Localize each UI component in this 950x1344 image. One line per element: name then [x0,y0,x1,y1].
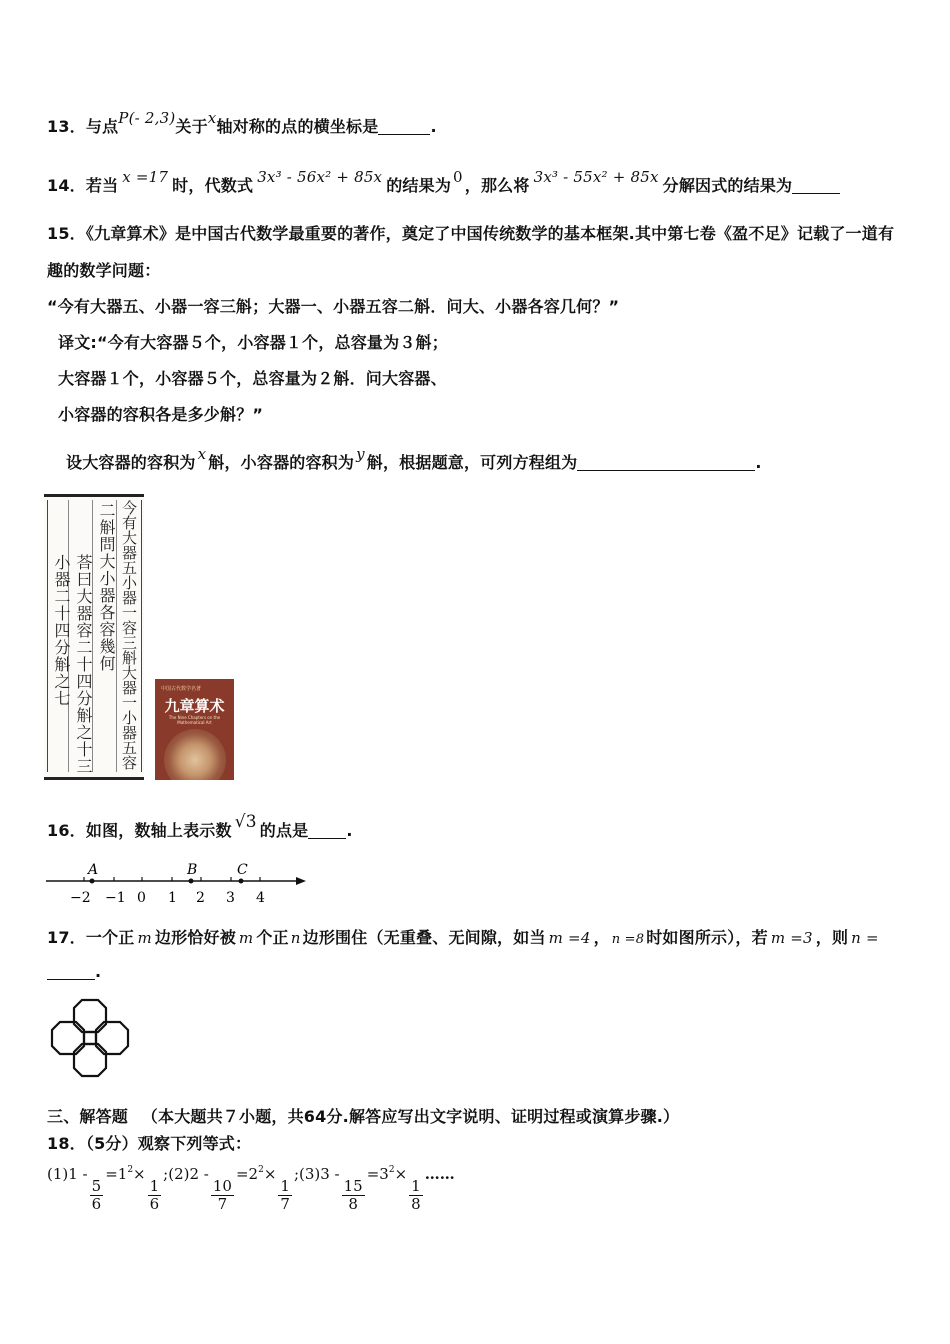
question-15-line-6: 小容器的容积各是多少斛？” [58,405,264,424]
question-15-line-4: 译文:“今有大容器５个，小容器１个，总容量为３斛； [58,333,448,352]
question-14 [47,168,840,196]
fraction [148,1178,162,1212]
book-series: 中国古代数学名著 [161,686,202,692]
question-number: 14． [47,176,86,195]
denominator: 7 [217,1194,228,1213]
question-text: 17．一个正 [47,928,135,947]
equation-part: =1 [105,1165,128,1183]
punctuation: . [430,117,437,136]
exponent: 2 [388,1165,395,1175]
numerator: 15 [343,1177,363,1195]
book-cover-image [155,679,234,780]
arrow-icon [296,877,306,885]
answer-blank [47,979,95,980]
question-15-line-3: “今有大器五、小器一容三斛；大器一、小器五容二斛．问大、小器各容几何？” [47,297,620,316]
question-18-equations [47,1165,455,1212]
punctuation: . [755,453,762,472]
question-text: ，则 [815,928,849,947]
math-variable: n [290,929,301,947]
answer-blank [577,470,755,471]
tick-label: 1 [168,890,177,906]
equation-part: =3 [366,1165,389,1183]
ellipsis: …… [424,1165,455,1183]
question-text: 时，代数式 [172,176,254,195]
math-condition: n =8 [611,932,645,947]
math-radical: √3 [234,812,257,832]
math-variable: m [137,929,152,947]
answer-blank [378,134,430,135]
octagon-top [74,1000,106,1032]
question-text: 个正 [256,928,289,947]
center-square [84,1032,96,1044]
section-3-header [47,1104,679,1127]
math-variable: x [207,109,217,127]
exponent: 2 [127,1165,134,1175]
question-18: 18．（5分）观察下列等式： [47,1134,252,1153]
numerator: 10 [212,1177,232,1195]
numerator: 1 [280,1177,290,1195]
fraction [211,1178,234,1212]
numerator: 1 [411,1177,421,1195]
fraction [90,1178,104,1212]
punctuation: . [95,962,102,981]
math-expression: 3x³ - 56x² + 85x [257,168,383,186]
fraction [409,1178,423,1212]
tick-label: 3 [226,890,235,906]
point-c-dot [239,879,244,884]
denominator: 7 [280,1194,290,1213]
question-15-line-5: 大容器１个，小容器５个，总容量为２斛．问大容器、 [58,369,447,388]
number-line-figure [44,856,310,908]
scroll-column-3: 荅曰大器容二十四分斛之十三 [74,554,93,775]
question-text: 设大容器的容积为 [66,453,196,472]
times-sign: × [263,1165,277,1183]
question-text: 边形围住（无重叠、无间隙，如当 [302,928,546,947]
tick-label: −1 [105,890,126,906]
answer-blank [792,193,840,194]
point-label-c: C [237,862,248,878]
denominator: 6 [149,1194,160,1213]
fraction [278,1178,292,1212]
octagon-bottom [74,1044,106,1076]
question-16 [47,812,353,841]
scroll-column-4: 小器二十四分斛之七 [52,554,71,707]
point-a-dot [90,879,95,884]
times-sign: × [133,1165,146,1183]
equation-part: ;(3)3 - [293,1165,340,1183]
question-text: 与点 [85,117,119,136]
scroll-column-2: 二斛問大小器各容幾何 [97,502,116,672]
question-text: 的结果为 [386,176,452,195]
point-label-b: B [187,862,198,878]
equation-part: =2 [235,1165,259,1183]
question-15-line-7 [66,445,762,473]
ancient-text-image [44,494,144,780]
tick-label: 2 [196,890,205,906]
fraction [342,1178,365,1212]
question-text: 分解因式的结果为 [662,176,793,195]
question-17-answer-line [47,962,101,981]
octagon-right [96,1022,128,1054]
question-text: 的点是 [259,821,309,840]
question-text: 斛，根据题意，可列方程组为 [366,453,578,472]
book-title: 九章算术 [164,697,225,715]
question-text: 时如图所示），若 [646,928,768,947]
math-point: P(- 2,3) [118,109,176,127]
times-sign: × [394,1165,408,1183]
question-number: 16． [47,821,86,840]
denominator: 6 [91,1194,102,1213]
point-b-dot [189,879,194,884]
section-title: 三、解答题 [47,1107,129,1126]
top-border [44,494,144,497]
math-variable: n = [851,929,879,947]
column-rule [141,500,142,772]
equation-part: (1)1 - [47,1165,88,1183]
exponent: 2 [258,1165,264,1175]
question-text: 关于 [175,117,208,136]
equation-part: ;(2)2 - [163,1165,209,1183]
bottom-border [44,777,144,780]
section-description: （本大题共７小题，共64分.解答应写出文字说明、证明过程或演算步骤.） [141,1107,680,1126]
tick-label: 0 [137,890,146,906]
question-text: 边形恰好被 [154,928,236,947]
question-17 [47,925,879,948]
tick-label: 4 [256,890,265,906]
question-text: ，那么将 [464,176,530,195]
math-condition: m =4 [548,929,591,947]
question-13 [47,109,437,137]
question-text: 轴对称的点的横坐标是 [216,117,379,136]
denominator: 8 [411,1194,421,1213]
math-variable: y [356,445,365,463]
book-mandala-decoration [164,729,226,780]
math-condition: m =3 [770,929,813,947]
denominator: 8 [348,1194,358,1213]
point-label-a: A [88,862,99,878]
question-number: 13． [47,117,86,136]
book-subtitle: The Nine Chapters on the Mathematical Art [168,715,221,725]
punctuation: . [346,821,353,840]
question-15-line-2: 趣的数学问题： [47,261,161,280]
question-text: 如图，数轴上表示数 [85,821,232,840]
column-rule [47,500,48,772]
question-text: 斛，小容器的容积为 [208,453,355,472]
math-number: 0 [453,168,463,186]
math-condition: x =17 [122,168,169,186]
octagon-left [52,1022,84,1054]
punctuation: ， [593,928,610,947]
numerator: 5 [91,1177,102,1195]
question-15-line-1: 15．《九章算术》是中国古代数学最重要的著作，奠定了中国传统数学的基本框架.其中第七卷《盈不足》记载了一道有 [47,224,895,243]
octagons-figure [50,996,130,1080]
math-expression: 3x³ - 55x² + 85x [533,168,659,186]
question-text: 若当 [85,176,119,195]
tick-label: −2 [70,890,91,906]
answer-blank [308,838,346,839]
math-variable: x [197,445,207,463]
scroll-column-1: 今有大器五小器一容三斛大器一小器五容 [120,500,138,770]
numerator: 1 [149,1177,160,1195]
math-variable: m [238,929,254,947]
